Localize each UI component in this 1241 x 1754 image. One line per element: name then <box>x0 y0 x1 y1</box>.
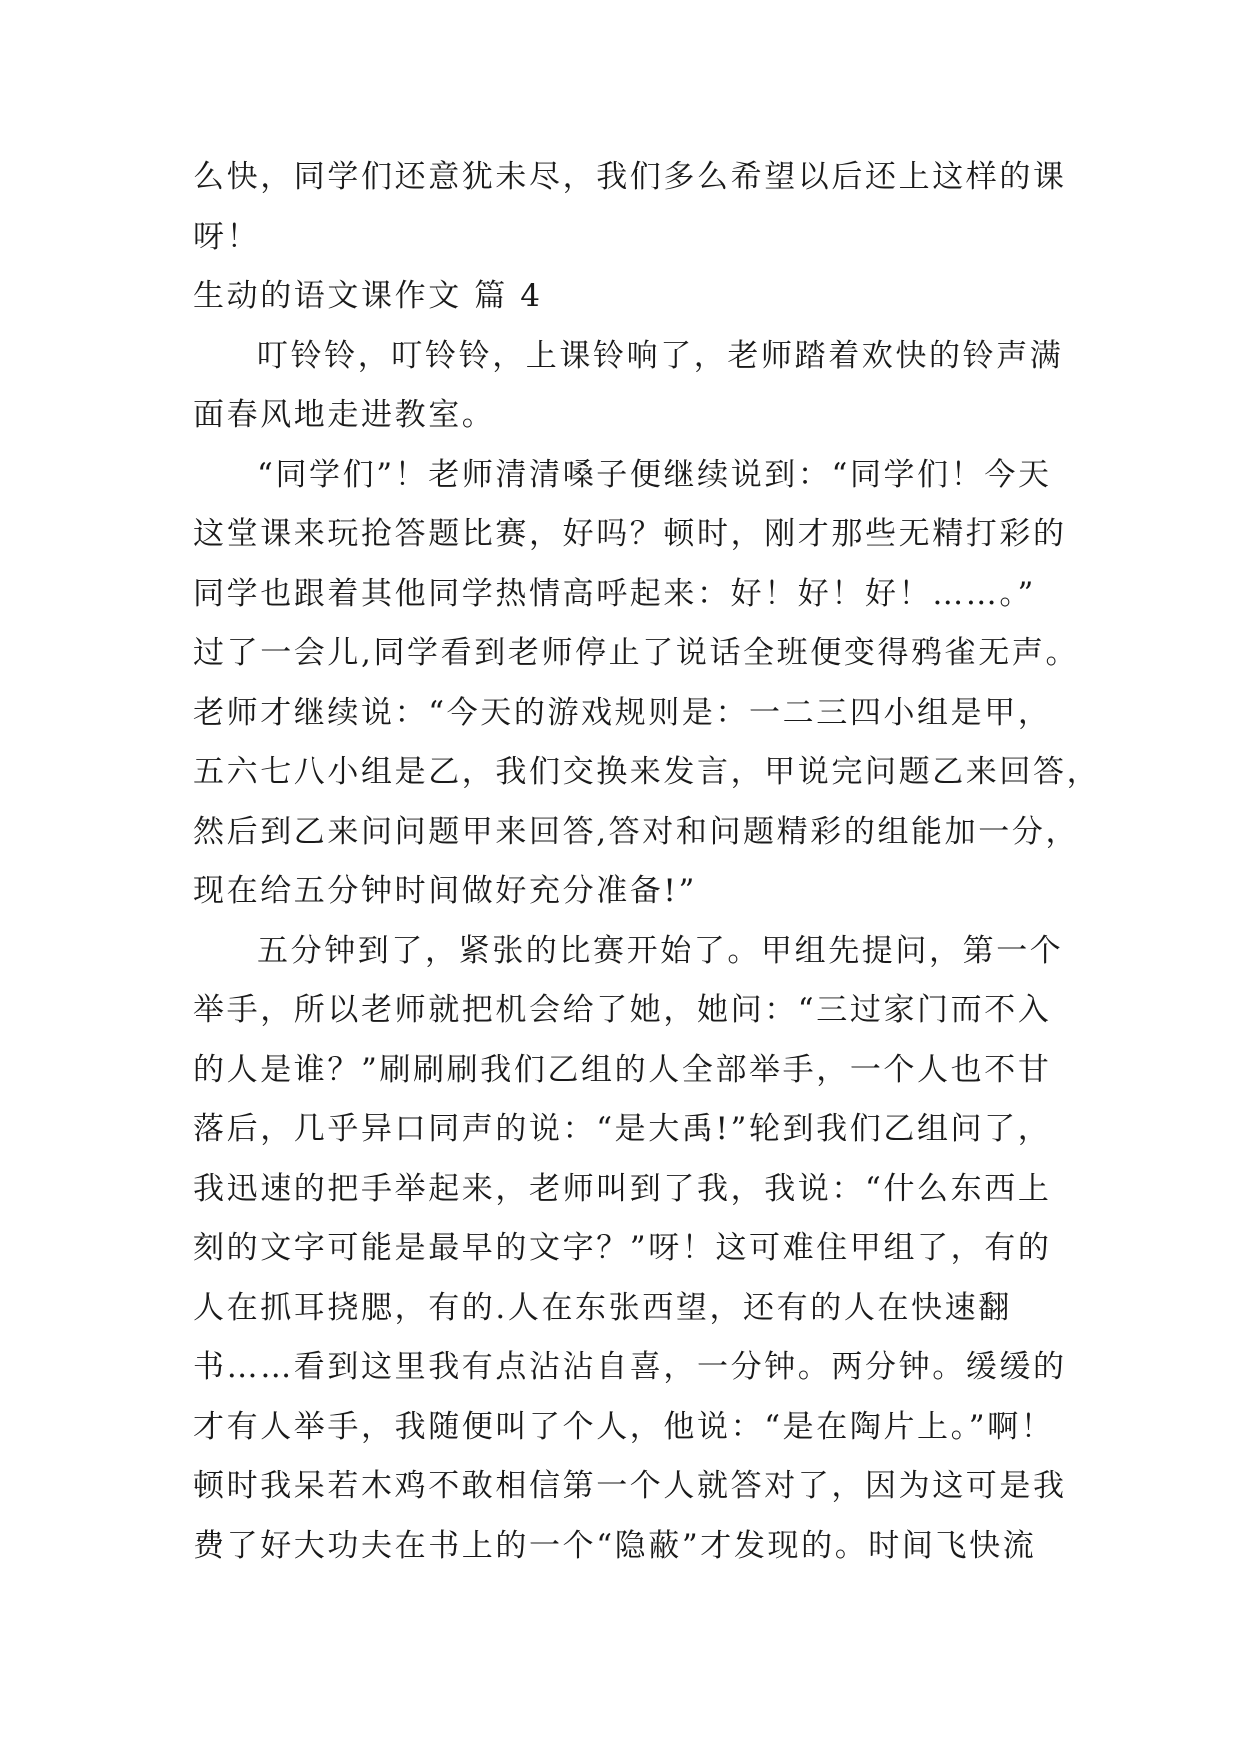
text-line: 举手，所以老师就把机会给了她，她问：“三过家门而不入 <box>193 992 1052 1028</box>
text-line: 过了一会儿,同学看到老师停止了说话全班便变得鸦雀无声。 <box>193 635 1080 671</box>
text-line: 五六七八小组是乙，我们交换来发言，甲说完问题乙来回答， <box>193 754 1101 790</box>
text-line: 的人是谁？”刷刷刷我们乙组的人全部举手，一个人也不甘 <box>193 1051 1052 1088</box>
text-line: 刻的文字可能是最早的文字？”呀！这可难住甲组了，有的 <box>193 1230 1052 1266</box>
text-line: 人在抓耳挠腮，有的.人在东张西望，还有的人在快速翻 <box>193 1289 1012 1326</box>
text-line: 落后，几乎异口同声的说：“是大禹!”轮到我们乙组问了， <box>193 1111 1052 1147</box>
text-line: 才有人举手，我随便叫了个人，他说：“是在陶片上。”啊！ <box>193 1408 1055 1445</box>
text-line: 这堂课来玩抢答题比赛，好吗？顿时，刚才那些无精打彩的 <box>193 516 1067 552</box>
paragraph-first-line: “同学们”！老师清清嗓子便继续说到：“同学们！今天 <box>257 456 1052 493</box>
text-line: 同学也跟着其他同学热情高呼起来：好！好！好！……。” <box>193 575 1036 612</box>
paragraph-first-line: 叮铃铃，叮铃铃，上课铃响了，老师踏着欢快的铃声满 <box>257 337 1064 374</box>
paragraph-first-line: 五分钟到了，紧张的比赛开始了。甲组先提问，第一个 <box>257 932 1064 969</box>
text-line: 呀！ <box>193 218 261 255</box>
text-line: 面春风地走进教室。 <box>193 397 496 433</box>
text-line: 我迅速的把手举起来，老师叫到了我，我说：“什么东西上 <box>193 1170 1052 1207</box>
text-line: 老师才继续说：“今天的游戏规则是：一二三四小组是甲， <box>193 694 1052 731</box>
text-line: 顿时我呆若木鸡不敢相信第一个人就答对了，因为这可是我 <box>193 1468 1067 1504</box>
text-line: 费了好大功夫在书上的一个“隐蔽”才发现的。时间飞快流 <box>193 1527 1037 1564</box>
document-body <box>193 148 1101 1576</box>
section-heading: 生动的语文课作文 篇 4 <box>193 278 543 314</box>
text-line: 然后到乙来问问题甲来回答,答对和问题精彩的组能加一分， <box>193 813 1080 850</box>
text-line: 书……看到这里我有点沾沾自喜，一分钟。两分钟。缓缓的 <box>193 1349 1067 1385</box>
text-line: 现在给五分钟时间做好充分准备!” <box>193 873 697 909</box>
text-line: 么快，同学们还意犹未尽，我们多么希望以后还上这样的课 <box>193 159 1067 195</box>
